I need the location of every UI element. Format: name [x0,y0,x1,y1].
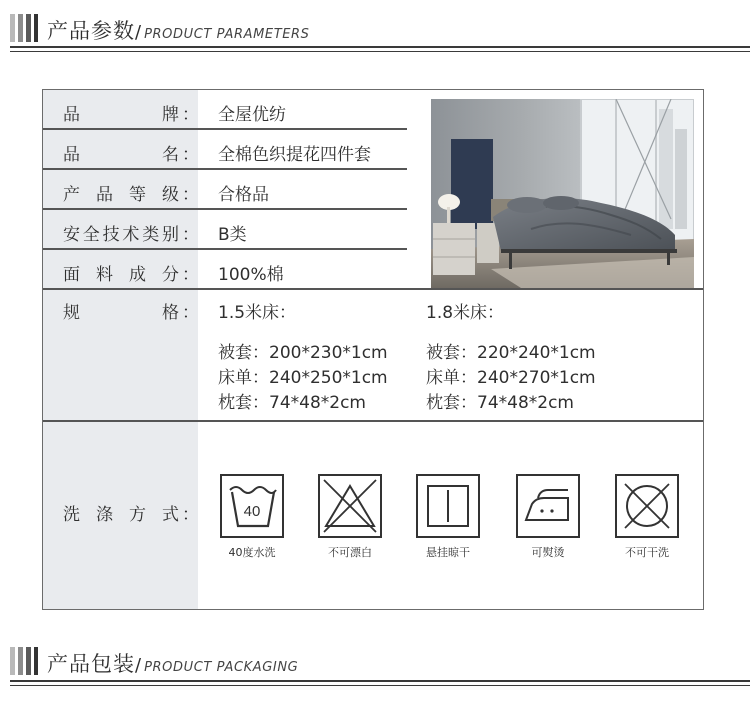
header-rule-thin [10,51,750,52]
no-dry-clean-icon [615,474,679,538]
spec-size-title: 1.8米床： [426,303,505,323]
param-value: B类 [218,225,247,245]
section-subtitle: PRODUCT PACKAGING [144,660,299,675]
row-divider [43,208,407,210]
spec-size-1-5m [218,298,388,413]
product-photo [431,99,694,288]
param-label: 面料成分 [63,265,179,285]
header-bars-decoration [10,14,40,42]
section-subtitle: PRODUCT PARAMETERS [144,27,310,42]
spec-colon: ： [182,303,199,323]
spec-line: 床单：240*250*1cm [218,368,388,388]
spec-line: 枕套：74*48*2cm [426,393,574,413]
care-caption: 不可漂白 [328,546,372,559]
param-colon: ： [182,225,199,245]
washing-label: 洗涤方式 [63,505,179,525]
param-colon: ： [182,105,199,125]
section-title: 产品参数/ PRODUCT PARAMETERS [47,19,310,43]
param-colon: ： [182,265,199,285]
parameters-table [42,89,704,610]
row-divider [43,248,407,250]
param-row-fabric [43,252,407,291]
care-iron [511,474,585,560]
footer-rule-thin [10,685,750,686]
care-caption: 40度水洗 [228,546,276,559]
row-divider [43,128,407,130]
param-row-brand [43,92,407,131]
param-row-safety [43,212,407,251]
care-hang-dry [411,474,485,560]
spec-label: 规格 [63,303,179,323]
section-title: 产品包装/ PRODUCT PACKAGING [47,652,299,676]
param-label: 品牌 [63,105,179,125]
iron-icon [516,474,580,538]
care-no-dry-clean [610,474,684,560]
param-value: 合格品 [218,185,269,205]
param-value: 100%棉 [218,265,284,285]
param-label: 产品等级 [63,185,179,205]
care-caption: 不可干洗 [625,546,669,559]
header-rule [10,46,750,48]
spec-line: 枕套：74*48*2cm [218,393,366,413]
row-divider [43,420,703,422]
param-colon: ： [182,145,199,165]
washing-colon: ： [182,505,199,525]
care-caption: 悬挂晾干 [426,546,470,559]
param-label: 品名 [63,145,179,165]
section-title-text: 产品包装 [47,652,135,676]
section-header-packaging [0,647,750,703]
row-divider [43,288,703,290]
footer-rule [10,680,750,682]
wash-40-icon [220,474,284,538]
wash-temperature-text: 40 [243,503,261,520]
section-header-parameters [0,14,750,70]
param-row-name [43,132,407,171]
spec-line: 被套：220*240*1cm [426,343,596,363]
header-bars-decoration [10,647,40,675]
param-colon: ： [182,185,199,205]
hang-dry-icon [416,474,480,538]
care-wash-40 [215,474,289,560]
bedroom-image [431,99,694,288]
row-divider [43,168,407,170]
param-label: 安全技术类别 [63,225,179,245]
no-bleach-icon [318,474,382,538]
care-caption: 可熨烫 [531,546,565,559]
param-value: 全棉色织提花四件套 [218,145,371,165]
spec-line: 床单：240*270*1cm [426,368,596,388]
spec-size-1-8m [426,298,596,413]
spec-line: 被套：200*230*1cm [218,343,388,363]
section-title-text: 产品参数 [47,19,135,43]
param-row-grade [43,172,407,211]
param-value: 全屋优纺 [218,105,286,125]
spec-size-title: 1.5米床： [218,303,297,323]
care-no-bleach [313,474,387,560]
